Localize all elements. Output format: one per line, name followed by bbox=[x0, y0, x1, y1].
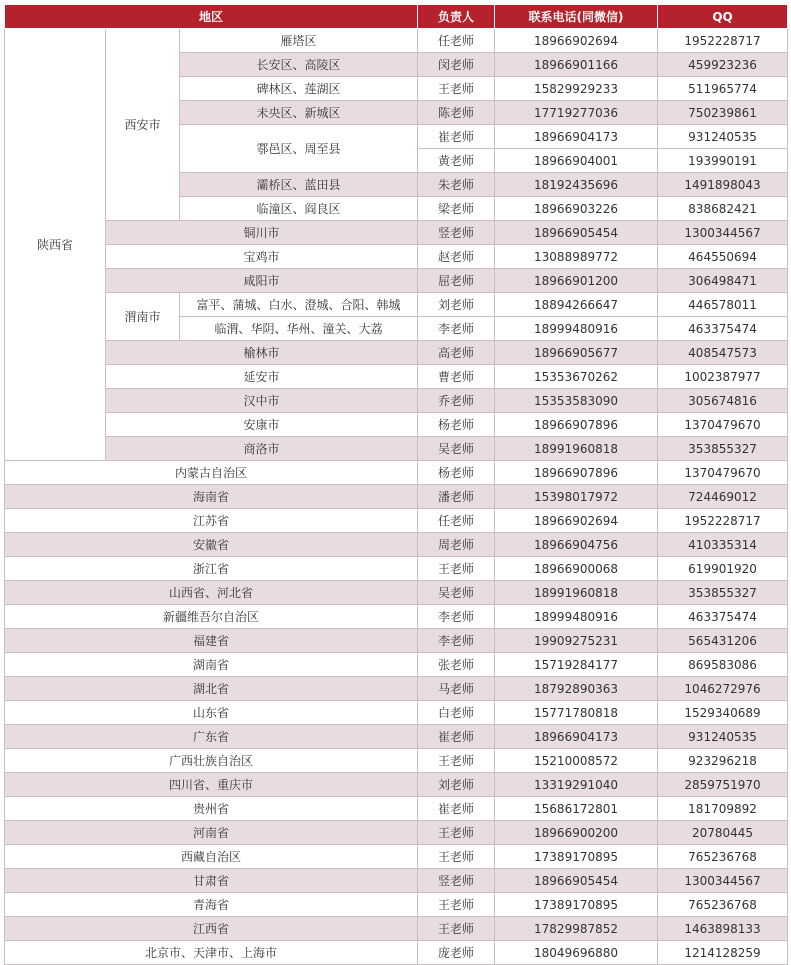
header-phone: 联系电话(同微信) bbox=[495, 5, 658, 29]
region-cell: 内蒙古自治区 bbox=[5, 461, 418, 485]
qq-cell: 463375474 bbox=[658, 605, 788, 629]
qq-cell: 193990191 bbox=[658, 149, 788, 173]
qq-cell: 306498471 bbox=[658, 269, 788, 293]
phone-cell: 18966901200 bbox=[495, 269, 658, 293]
person-cell: 竖老师 bbox=[418, 221, 495, 245]
phone-cell: 18966900200 bbox=[495, 821, 658, 845]
person-cell: 刘老师 bbox=[418, 293, 495, 317]
region-cell: 临潼区、阎良区 bbox=[180, 197, 418, 221]
qq-cell: 1214128259 bbox=[658, 941, 788, 965]
qq-cell: 765236768 bbox=[658, 893, 788, 917]
phone-cell: 18966905677 bbox=[495, 341, 658, 365]
qq-cell: 408547573 bbox=[658, 341, 788, 365]
qq-cell: 724469012 bbox=[658, 485, 788, 509]
qq-cell: 511965774 bbox=[658, 77, 788, 101]
qq-cell: 305674816 bbox=[658, 389, 788, 413]
table-row bbox=[5, 653, 788, 677]
table-row bbox=[5, 341, 788, 365]
city-weinan: 渭南市 bbox=[106, 293, 180, 341]
person-cell: 黄老师 bbox=[418, 149, 495, 173]
table-row bbox=[5, 581, 788, 605]
qq-cell: 565431206 bbox=[658, 629, 788, 653]
region-cell: 咸阳市 bbox=[106, 269, 418, 293]
region-cell: 四川省、重庆市 bbox=[5, 773, 418, 797]
table-row bbox=[5, 29, 788, 53]
person-cell: 杨老师 bbox=[418, 413, 495, 437]
table-row bbox=[5, 845, 788, 869]
phone-cell: 18966907896 bbox=[495, 413, 658, 437]
phone-cell: 18966902694 bbox=[495, 29, 658, 53]
table-row bbox=[5, 437, 788, 461]
contact-table bbox=[4, 4, 788, 965]
qq-cell: 1046272976 bbox=[658, 677, 788, 701]
qq-cell: 1529340689 bbox=[658, 701, 788, 725]
qq-cell: 1370479670 bbox=[658, 461, 788, 485]
qq-cell: 353855327 bbox=[658, 437, 788, 461]
qq-cell: 463375474 bbox=[658, 317, 788, 341]
person-cell: 乔老师 bbox=[418, 389, 495, 413]
region-cell: 山西省、河北省 bbox=[5, 581, 418, 605]
qq-cell: 181709892 bbox=[658, 797, 788, 821]
table-row bbox=[5, 941, 788, 965]
table-row bbox=[5, 725, 788, 749]
region-cell: 甘肃省 bbox=[5, 869, 418, 893]
region-cell: 临渭、华阴、华州、潼关、大荔 bbox=[180, 317, 418, 341]
qq-cell: 838682421 bbox=[658, 197, 788, 221]
phone-cell: 15686172801 bbox=[495, 797, 658, 821]
region-cell: 榆林市 bbox=[106, 341, 418, 365]
table-row bbox=[5, 533, 788, 557]
table-row bbox=[5, 389, 788, 413]
qq-cell: 619901920 bbox=[658, 557, 788, 581]
table-row bbox=[5, 293, 788, 317]
table-row bbox=[5, 509, 788, 533]
person-cell: 王老师 bbox=[418, 917, 495, 941]
table-row bbox=[5, 629, 788, 653]
qq-cell: 931240535 bbox=[658, 125, 788, 149]
person-cell: 崔老师 bbox=[418, 797, 495, 821]
table-row bbox=[5, 701, 788, 725]
phone-cell: 18966904001 bbox=[495, 149, 658, 173]
region-cell: 西藏自治区 bbox=[5, 845, 418, 869]
person-cell: 王老师 bbox=[418, 557, 495, 581]
table-row bbox=[5, 797, 788, 821]
person-cell: 周老师 bbox=[418, 533, 495, 557]
phone-cell: 17829987852 bbox=[495, 917, 658, 941]
region-cell: 富平、蒲城、白水、澄城、合阳、韩城 bbox=[180, 293, 418, 317]
phone-cell: 18792890363 bbox=[495, 677, 658, 701]
region-cell: 雁塔区 bbox=[180, 29, 418, 53]
person-cell: 任老师 bbox=[418, 509, 495, 533]
person-cell: 陈老师 bbox=[418, 101, 495, 125]
phone-cell: 13088989772 bbox=[495, 245, 658, 269]
table-row bbox=[5, 245, 788, 269]
region-cell: 宝鸡市 bbox=[106, 245, 418, 269]
qq-cell: 750239861 bbox=[658, 101, 788, 125]
qq-cell: 1300344567 bbox=[658, 221, 788, 245]
person-cell: 杨老师 bbox=[418, 461, 495, 485]
table-row bbox=[5, 773, 788, 797]
header-region: 地区 bbox=[5, 5, 418, 29]
phone-cell: 17389170895 bbox=[495, 845, 658, 869]
person-cell: 任老师 bbox=[418, 29, 495, 53]
person-cell: 李老师 bbox=[418, 317, 495, 341]
qq-cell: 1952228717 bbox=[658, 29, 788, 53]
person-cell: 吴老师 bbox=[418, 581, 495, 605]
phone-cell: 18999480916 bbox=[495, 605, 658, 629]
table-row bbox=[5, 269, 788, 293]
phone-cell: 19909275231 bbox=[495, 629, 658, 653]
region-cell: 青海省 bbox=[5, 893, 418, 917]
phone-cell: 18966900068 bbox=[495, 557, 658, 581]
person-cell: 曹老师 bbox=[418, 365, 495, 389]
table-row bbox=[5, 821, 788, 845]
qq-cell: 1370479670 bbox=[658, 413, 788, 437]
region-cell: 福建省 bbox=[5, 629, 418, 653]
person-cell: 王老师 bbox=[418, 821, 495, 845]
province-shaanxi: 陕西省 bbox=[5, 29, 106, 461]
phone-cell: 18192435696 bbox=[495, 173, 658, 197]
qq-cell: 765236768 bbox=[658, 845, 788, 869]
qq-cell: 1002387977 bbox=[658, 365, 788, 389]
region-cell: 江西省 bbox=[5, 917, 418, 941]
phone-cell: 15398017972 bbox=[495, 485, 658, 509]
qq-cell: 410335314 bbox=[658, 533, 788, 557]
region-cell: 浙江省 bbox=[5, 557, 418, 581]
qq-cell: 1463898133 bbox=[658, 917, 788, 941]
phone-cell: 18999480916 bbox=[495, 317, 658, 341]
qq-cell: 1491898043 bbox=[658, 173, 788, 197]
phone-cell: 18966904173 bbox=[495, 725, 658, 749]
phone-cell: 15719284177 bbox=[495, 653, 658, 677]
table-row bbox=[5, 461, 788, 485]
person-cell: 王老师 bbox=[418, 845, 495, 869]
other-provinces bbox=[5, 461, 788, 965]
region-cell: 山东省 bbox=[5, 701, 418, 725]
person-cell: 吴老师 bbox=[418, 437, 495, 461]
person-cell: 庞老师 bbox=[418, 941, 495, 965]
qq-cell: 1952228717 bbox=[658, 509, 788, 533]
region-cell: 广西壮族自治区 bbox=[5, 749, 418, 773]
table-row bbox=[5, 485, 788, 509]
table-row bbox=[5, 893, 788, 917]
qq-cell: 464550694 bbox=[658, 245, 788, 269]
region-cell: 新疆维吾尔自治区 bbox=[5, 605, 418, 629]
phone-cell: 17719277036 bbox=[495, 101, 658, 125]
person-cell: 梁老师 bbox=[418, 197, 495, 221]
header-person: 负责人 bbox=[418, 5, 495, 29]
phone-cell: 15353583090 bbox=[495, 389, 658, 413]
person-cell: 刘老师 bbox=[418, 773, 495, 797]
qq-cell: 1300344567 bbox=[658, 869, 788, 893]
phone-cell: 15353670262 bbox=[495, 365, 658, 389]
person-cell: 王老师 bbox=[418, 893, 495, 917]
qq-cell: 2859751970 bbox=[658, 773, 788, 797]
table-row bbox=[5, 917, 788, 941]
qq-cell: 353855327 bbox=[658, 581, 788, 605]
region-cell: 贵州省 bbox=[5, 797, 418, 821]
table-row bbox=[5, 749, 788, 773]
person-cell: 高老师 bbox=[418, 341, 495, 365]
person-cell: 崔老师 bbox=[418, 125, 495, 149]
region-cell: 安徽省 bbox=[5, 533, 418, 557]
region-cell: 安康市 bbox=[106, 413, 418, 437]
person-cell: 王老师 bbox=[418, 77, 495, 101]
person-cell: 李老师 bbox=[418, 605, 495, 629]
phone-cell: 18966904756 bbox=[495, 533, 658, 557]
table-header-row bbox=[5, 5, 788, 29]
phone-cell: 18966907896 bbox=[495, 461, 658, 485]
phone-cell: 18991960818 bbox=[495, 581, 658, 605]
header-qq: QQ bbox=[658, 5, 788, 29]
phone-cell: 18966902694 bbox=[495, 509, 658, 533]
person-cell: 张老师 bbox=[418, 653, 495, 677]
phone-cell: 18966905454 bbox=[495, 869, 658, 893]
phone-cell: 18894266647 bbox=[495, 293, 658, 317]
phone-cell: 15829929233 bbox=[495, 77, 658, 101]
region-cell: 长安区、高陵区 bbox=[180, 53, 418, 77]
phone-cell: 13319291040 bbox=[495, 773, 658, 797]
person-cell: 潘老师 bbox=[418, 485, 495, 509]
region-cell: 碑林区、莲湖区 bbox=[180, 77, 418, 101]
person-cell: 马老师 bbox=[418, 677, 495, 701]
region-cell: 河南省 bbox=[5, 821, 418, 845]
region-cell: 汉中市 bbox=[106, 389, 418, 413]
region-cell: 灞桥区、蓝田县 bbox=[180, 173, 418, 197]
phone-cell: 18049696880 bbox=[495, 941, 658, 965]
qq-cell: 446578011 bbox=[658, 293, 788, 317]
phone-cell: 18966901166 bbox=[495, 53, 658, 77]
region-cell: 江苏省 bbox=[5, 509, 418, 533]
phone-cell: 18966904173 bbox=[495, 125, 658, 149]
person-cell: 李老师 bbox=[418, 629, 495, 653]
table-row bbox=[5, 557, 788, 581]
qq-cell: 459923236 bbox=[658, 53, 788, 77]
qq-cell: 20780445 bbox=[658, 821, 788, 845]
phone-cell: 18991960818 bbox=[495, 437, 658, 461]
city-xian: 西安市 bbox=[106, 29, 180, 221]
qq-cell: 923296218 bbox=[658, 749, 788, 773]
phone-cell: 17389170895 bbox=[495, 893, 658, 917]
qq-cell: 931240535 bbox=[658, 725, 788, 749]
region-cell: 北京市、天津市、上海市 bbox=[5, 941, 418, 965]
phone-cell: 18966905454 bbox=[495, 221, 658, 245]
table-row bbox=[5, 413, 788, 437]
region-cell: 商洛市 bbox=[106, 437, 418, 461]
phone-cell: 18966903226 bbox=[495, 197, 658, 221]
person-cell: 闵老师 bbox=[418, 53, 495, 77]
phone-cell: 15210008572 bbox=[495, 749, 658, 773]
person-cell: 赵老师 bbox=[418, 245, 495, 269]
person-cell: 竖老师 bbox=[418, 869, 495, 893]
person-cell: 朱老师 bbox=[418, 173, 495, 197]
region-cell: 湖南省 bbox=[5, 653, 418, 677]
region-cell: 广东省 bbox=[5, 725, 418, 749]
person-cell: 崔老师 bbox=[418, 725, 495, 749]
person-cell: 屈老师 bbox=[418, 269, 495, 293]
phone-cell: 15771780818 bbox=[495, 701, 658, 725]
table-row bbox=[5, 869, 788, 893]
table-row bbox=[5, 677, 788, 701]
table-row bbox=[5, 605, 788, 629]
region-cell: 未央区、新城区 bbox=[180, 101, 418, 125]
table-row bbox=[5, 221, 788, 245]
region-cell: 延安市 bbox=[106, 365, 418, 389]
region-cell: 湖北省 bbox=[5, 677, 418, 701]
region-cell: 鄠邑区、周至县 bbox=[180, 125, 418, 173]
person-cell: 王老师 bbox=[418, 749, 495, 773]
qq-cell: 869583086 bbox=[658, 653, 788, 677]
person-cell: 白老师 bbox=[418, 701, 495, 725]
table-row bbox=[5, 365, 788, 389]
region-cell: 铜川市 bbox=[106, 221, 418, 245]
region-cell: 海南省 bbox=[5, 485, 418, 509]
